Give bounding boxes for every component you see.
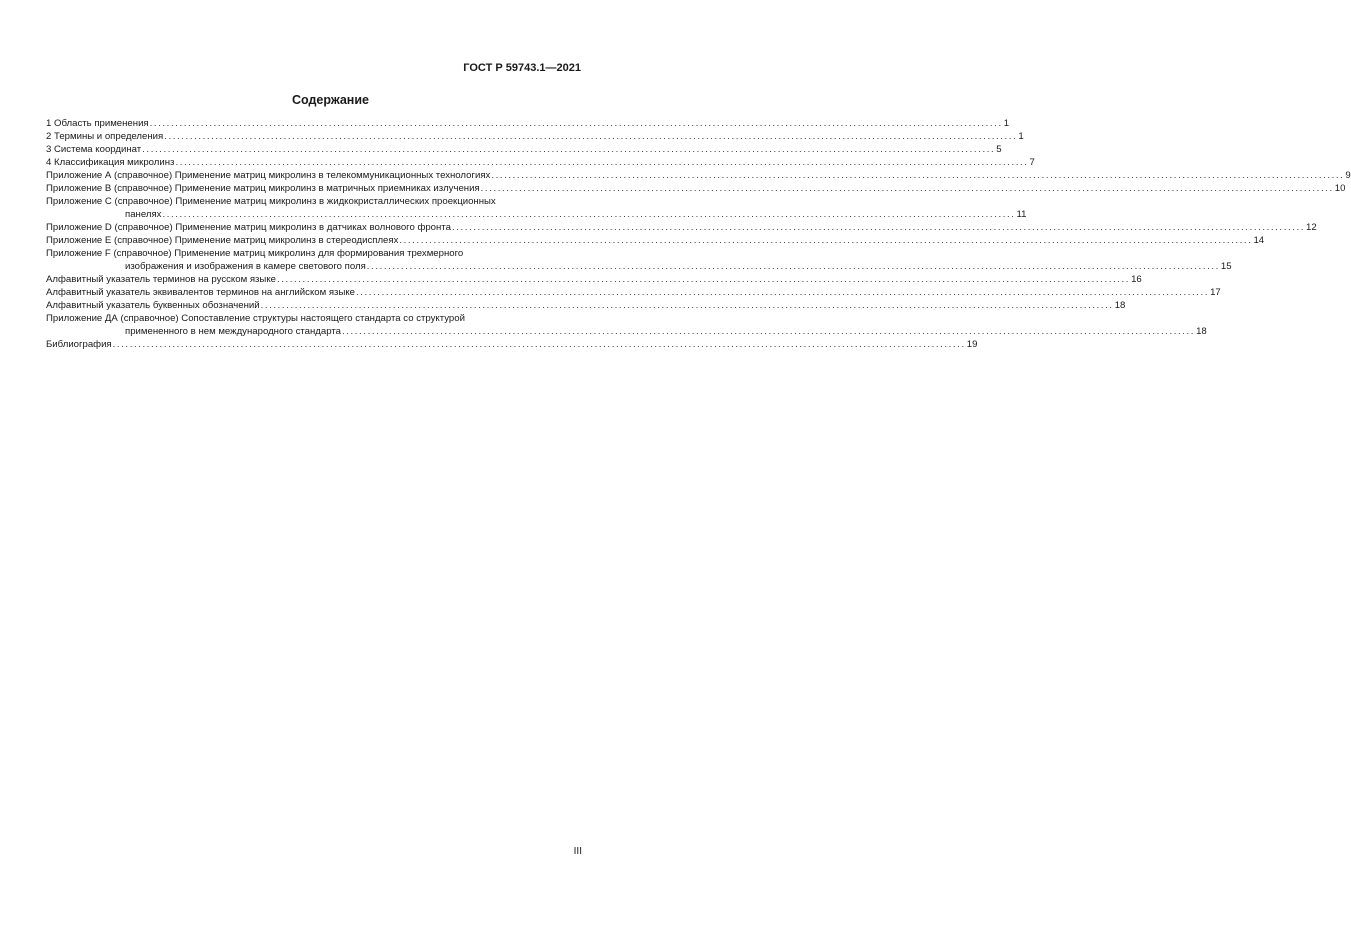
toc-entry-title-continued: панелях bbox=[125, 209, 162, 220]
toc-entry-page: 9 bbox=[1345, 170, 1351, 181]
toc-entry[interactable] bbox=[46, 338, 978, 351]
toc-entry-title: Приложение D (справочное) Применение матриц микролинз в датчиках волнового фронта bbox=[46, 222, 451, 233]
toc-entry[interactable] bbox=[46, 195, 1027, 221]
toc-title: Содержание bbox=[291, 93, 369, 107]
toc-entry-title-continued: примененного в нем международного стандарта bbox=[125, 326, 341, 337]
toc-entry-title: 2 Термины и определения bbox=[46, 131, 164, 142]
toc-entry-title: Алфавитный указатель эквивалентов терминов на английском языке bbox=[46, 287, 355, 298]
toc-entry-page: 12 bbox=[1306, 222, 1317, 233]
toc-entry-title: 4 Классификация микролинз bbox=[46, 157, 175, 168]
dot-leader: ........................................................................................................................................................................................................ bbox=[355, 287, 1210, 298]
toc-entry-page: 1 bbox=[1003, 118, 1010, 129]
toc-entry[interactable] bbox=[46, 299, 1126, 312]
toc-entry-title: Библиография bbox=[46, 339, 112, 350]
toc-entry-title: 3 Система координат bbox=[46, 144, 142, 155]
page-number: III bbox=[573, 846, 582, 857]
document-code: ГОСТ Р 59743.1—2021 bbox=[463, 62, 581, 74]
dot-leader: ........................................................................................................................................................................................................ bbox=[341, 326, 1196, 337]
toc-entry[interactable] bbox=[46, 273, 1142, 286]
toc-entry-title: Приложение F (справочное) Применение матриц микролинз для формирования трехмерного bbox=[46, 248, 464, 259]
toc-entry[interactable] bbox=[46, 286, 1221, 299]
table-of-contents bbox=[46, 117, 1351, 351]
toc-entry-title: Приложение А (справочное) Применение матриц микролинз в телекоммуникационных технологиях bbox=[46, 170, 491, 181]
toc-entry-page: 7 bbox=[1029, 157, 1035, 168]
toc-entry[interactable] bbox=[46, 156, 1035, 169]
toc-entry-page: 15 bbox=[1220, 261, 1232, 272]
toc-entry[interactable] bbox=[46, 247, 1232, 273]
dot-leader: ........................................................................................................................................................................................................ bbox=[175, 157, 1029, 168]
dot-leader: ........................................................................................................................................................................................................ bbox=[260, 300, 1114, 311]
toc-entry[interactable] bbox=[46, 143, 1002, 156]
toc-entry[interactable] bbox=[46, 221, 1317, 234]
toc-entry[interactable] bbox=[46, 130, 1024, 143]
toc-entry-title: Приложение С (справочное) Применение матриц микролинз в жидкокристаллических проекционных bbox=[46, 196, 496, 207]
toc-entry-title: Приложение В (справочное) Применение матриц микролинз в матричных приемниках излучения bbox=[46, 183, 480, 194]
toc-entry-page: 1 bbox=[1018, 131, 1024, 142]
toc-entry-page: 17 bbox=[1210, 287, 1221, 298]
dot-leader: ........................................................................................................................................................................................................ bbox=[491, 170, 1345, 181]
dot-leader: ........................................................................................................................................................................................................ bbox=[149, 118, 1003, 129]
toc-entry-page: 11 bbox=[1016, 209, 1027, 220]
dot-leader: ........................................................................................................................................................................................................ bbox=[366, 261, 1220, 272]
toc-entry-title-continued: изображения и изображения в камере светового поля bbox=[125, 261, 366, 272]
dot-leader: ........................................................................................................................................................................................................ bbox=[142, 144, 996, 155]
toc-entry[interactable] bbox=[46, 117, 1010, 130]
toc-entry-page: 10 bbox=[1334, 183, 1346, 194]
dot-leader: ........................................................................................................................................................................................................ bbox=[164, 131, 1018, 142]
toc-entry[interactable] bbox=[46, 182, 1346, 195]
toc-entry-title: Приложение Е (справочное) Применение матриц микролинз в стереодисплеях bbox=[46, 235, 399, 246]
dot-leader: ........................................................................................................................................................................................................ bbox=[399, 235, 1253, 246]
toc-entry[interactable] bbox=[46, 169, 1351, 182]
toc-entry-title: Алфавитный указатель буквенных обозначений bbox=[46, 300, 260, 311]
toc-entry-title: Алфавитный указатель терминов на русском языке bbox=[46, 274, 276, 285]
toc-entry-title: Приложение ДА (справочное) Сопоставление структуры настоящего стандарта со структурой bbox=[46, 313, 465, 324]
dot-leader: ........................................................................................................................................................................................................ bbox=[112, 339, 966, 350]
toc-entry-page: 18 bbox=[1114, 300, 1126, 311]
dot-leader: ........................................................................................................................................................................................................ bbox=[276, 274, 1131, 285]
toc-entry[interactable] bbox=[46, 234, 1265, 247]
toc-entry-page: 14 bbox=[1253, 235, 1265, 246]
toc-entry[interactable] bbox=[46, 312, 1207, 338]
dot-leader: ........................................................................................................................................................................................................ bbox=[451, 222, 1306, 233]
toc-entry-page: 16 bbox=[1131, 274, 1142, 285]
dot-leader: ........................................................................................................................................................................................................ bbox=[162, 209, 1016, 220]
toc-entry-page: 19 bbox=[966, 339, 978, 350]
toc-entry-page: 18 bbox=[1196, 326, 1207, 337]
toc-entry-page: 5 bbox=[996, 144, 1002, 155]
toc-entry-title: 1 Область применения bbox=[46, 118, 149, 129]
dot-leader: ........................................................................................................................................................................................................ bbox=[480, 183, 1334, 194]
